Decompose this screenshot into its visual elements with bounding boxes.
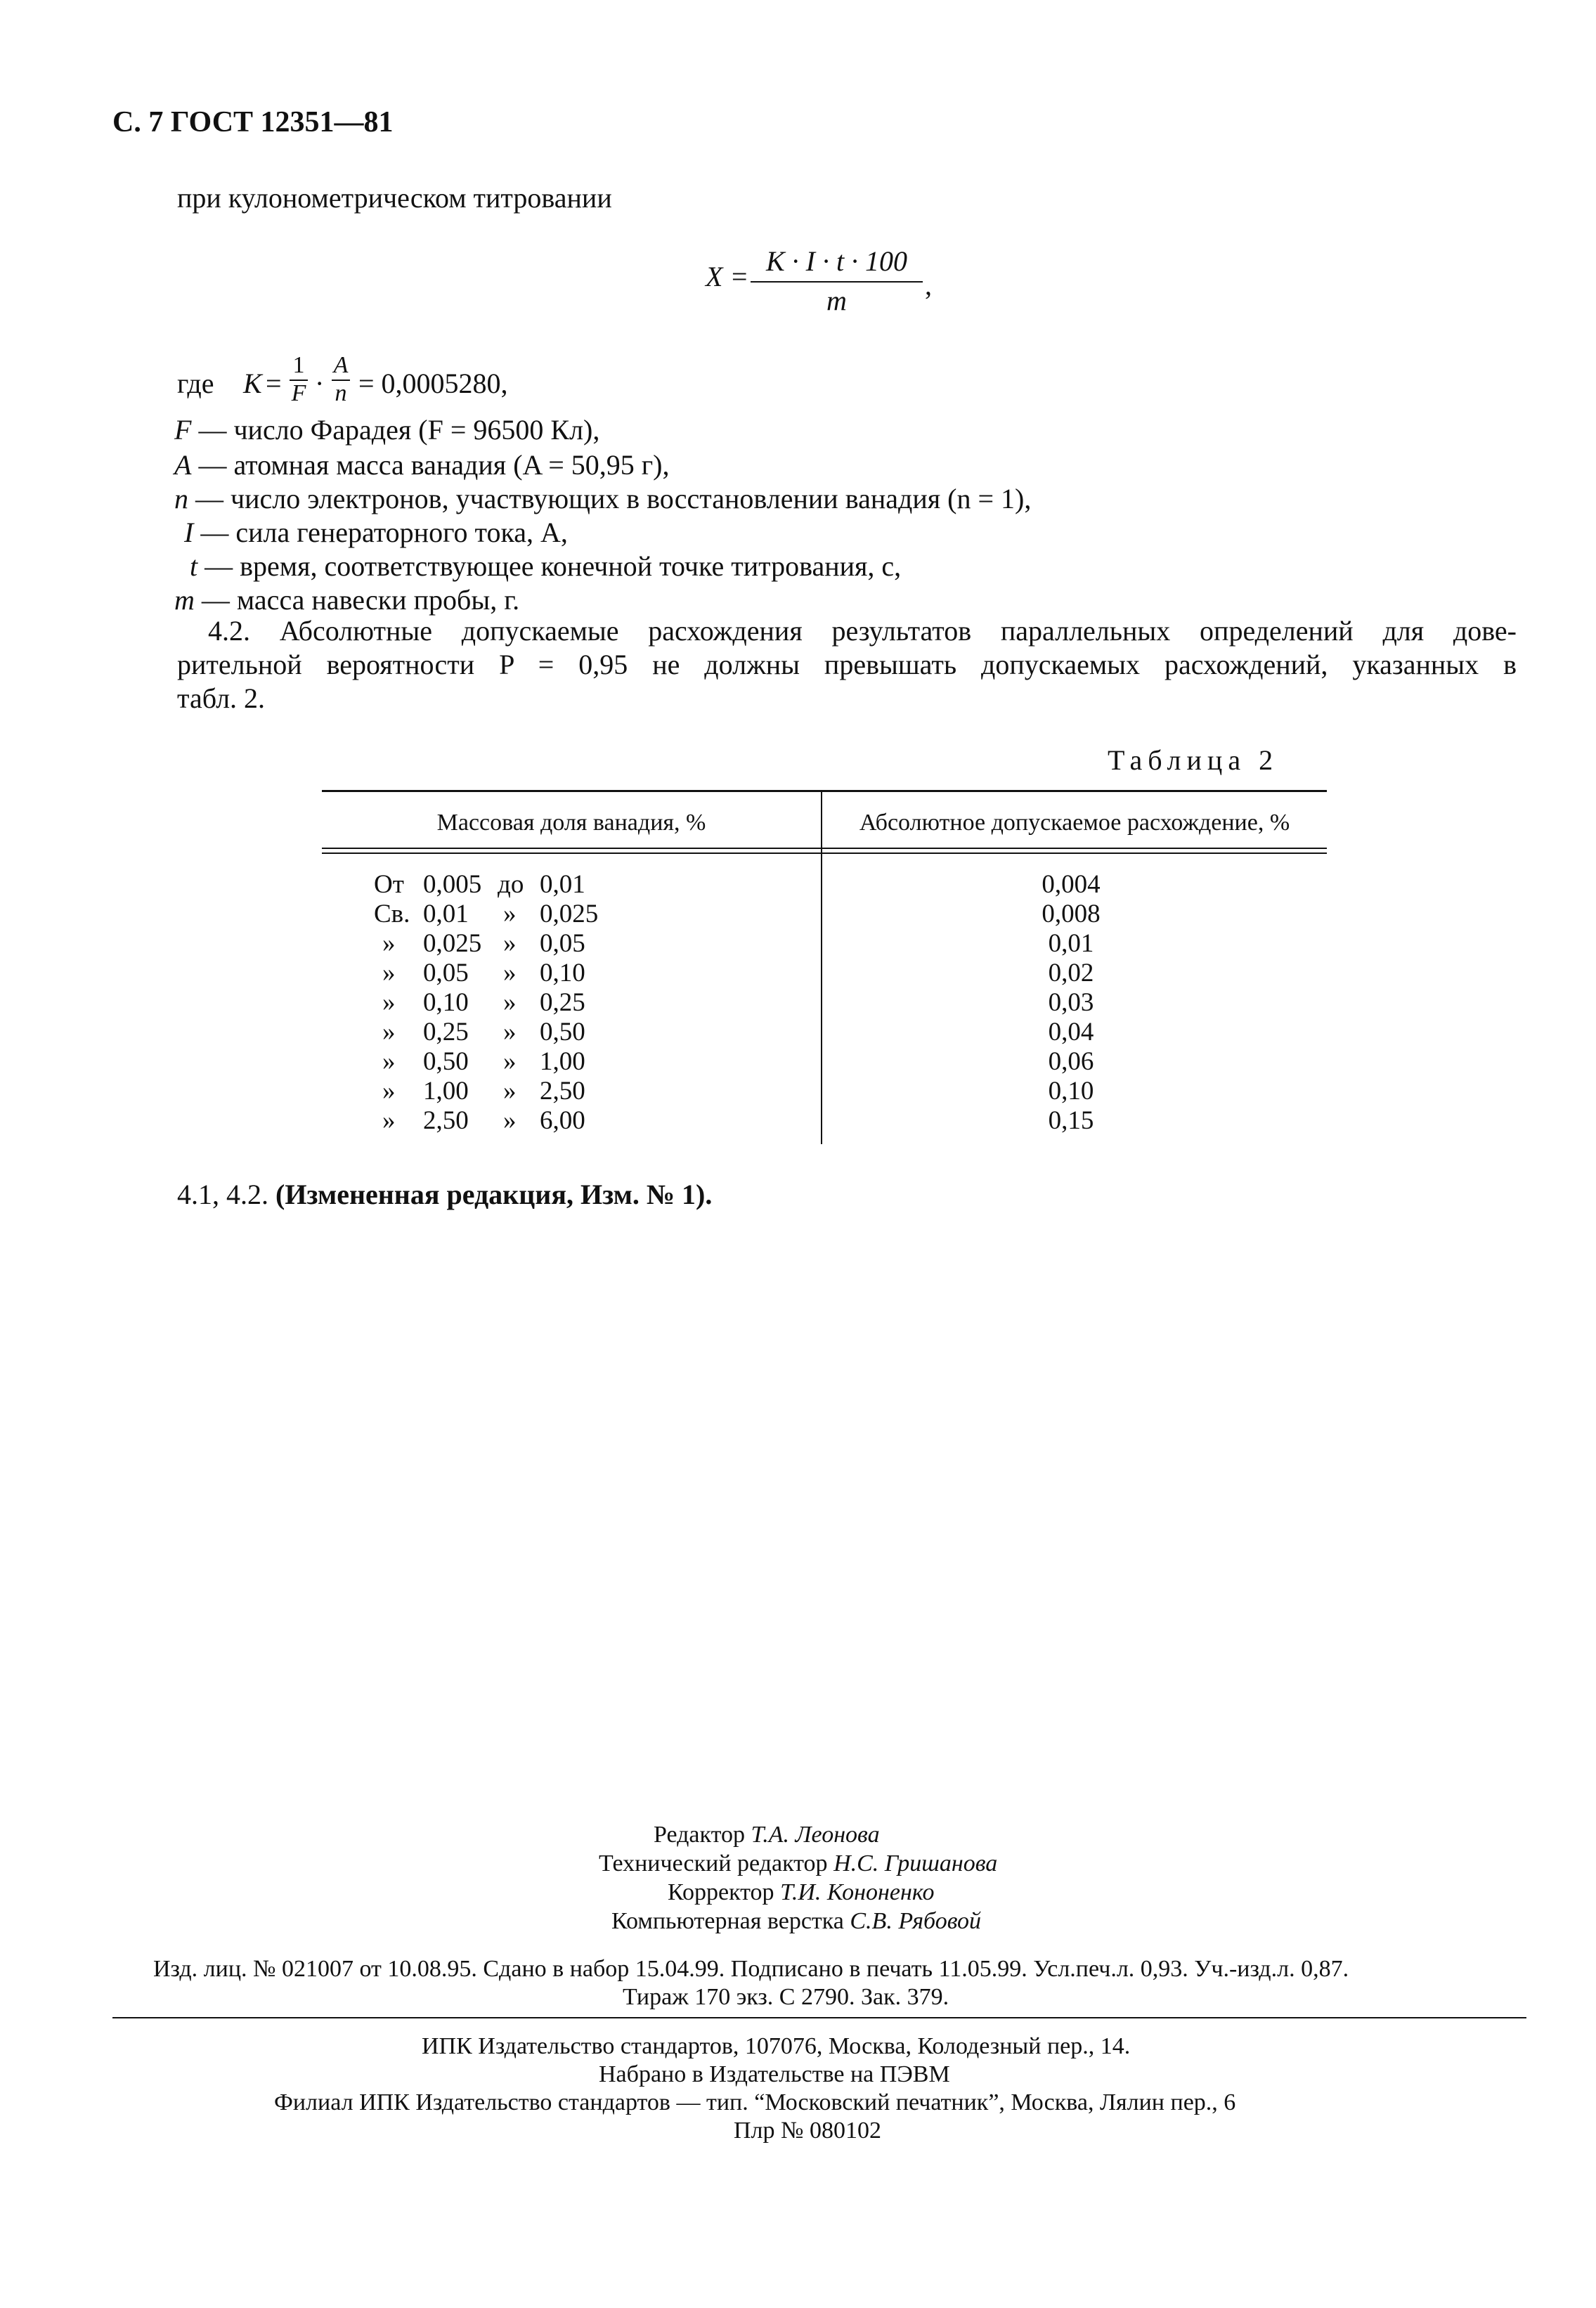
row-upper: 0,25: [540, 988, 585, 1017]
def-text: — масса навески пробы, г.: [194, 584, 520, 616]
row-from: Св.: [374, 900, 410, 928]
row-lower: 2,50: [423, 1106, 469, 1135]
row-lower: 0,01: [423, 900, 469, 928]
k-prefix: где: [177, 368, 214, 399]
credit-role: Компьютерная верстка: [611, 1908, 850, 1934]
row-lower: 0,025: [423, 929, 482, 958]
row-from: От: [374, 870, 404, 899]
def-sym: m: [174, 584, 195, 616]
table-header-rule-2: [322, 852, 1327, 854]
row-value: 0,04: [1048, 1018, 1094, 1046]
row-lower: 0,10: [423, 988, 469, 1017]
row-to: »: [503, 1047, 517, 1076]
def-sym: t: [190, 550, 198, 582]
row-to: »: [503, 1106, 517, 1135]
row-from: »: [382, 929, 396, 958]
amendment-prefix: 4.1, 4.2.: [177, 1179, 275, 1210]
row-to: »: [503, 1018, 517, 1046]
k-value: = 0,0005280,: [358, 368, 508, 399]
row-to: »: [503, 900, 517, 928]
table-header-rule-1: [322, 848, 1327, 849]
formula-fraction-bar: [751, 281, 923, 283]
credit-line: [654, 1820, 880, 1849]
formula-trail: ,: [925, 269, 932, 301]
row-value: 0,06: [1048, 1047, 1094, 1076]
row-lower: 1,00: [423, 1077, 469, 1106]
imprint-line-3: ИПК Издательство стандартов, 107076, Москва, Колодезный пер., 14.: [422, 2033, 1131, 2059]
credit-name: Т.И. Кононенко: [780, 1879, 935, 1905]
table-header-col2: Абсолютное допускаемое расхождение, %: [859, 810, 1290, 836]
k-dot: ·: [315, 368, 325, 399]
row-upper: 0,01: [540, 870, 585, 899]
row-lower: 0,05: [423, 959, 469, 987]
def-item: [190, 550, 901, 583]
row-lower: 0,50: [423, 1047, 469, 1076]
row-from: »: [382, 1077, 396, 1106]
row-value: 0,008: [1042, 900, 1101, 928]
table-column-divider: [821, 790, 822, 1144]
def-text: — число электронов, участвующих в восстановлении ванадия (n = 1),: [188, 483, 1032, 514]
row-upper: 0,025: [540, 900, 599, 928]
k-equals: =: [266, 368, 282, 399]
row-upper: 1,00: [540, 1047, 585, 1076]
row-upper: 0,05: [540, 929, 585, 958]
credit-name: Н.С. Гришанова: [833, 1850, 998, 1876]
table-top-rule: [322, 790, 1327, 792]
formula-numerator: K · I · t · 100: [765, 245, 908, 277]
table-caption: Таблица 2: [1108, 744, 1279, 776]
row-from: »: [382, 959, 396, 987]
def-sym: I: [184, 517, 194, 548]
amendment-bold: (Измененная редакция, Изм. № 1).: [275, 1179, 713, 1210]
row-value: 0,01: [1048, 929, 1094, 958]
def-sym: n: [174, 483, 188, 514]
row-value: 0,03: [1048, 988, 1094, 1017]
row-from: »: [382, 1106, 396, 1135]
row-value: 0,15: [1048, 1106, 1094, 1135]
imprint-line-1: Изд. лиц. № 021007 от 10.08.95. Сдано в набор 15.04.99. Подписано в печать 11.05.99. Усл.печ.л. 0,93. Уч.-изд.л. 0,87.: [153, 1956, 1349, 1982]
credit-role: Корректор: [668, 1879, 781, 1905]
row-upper: 0,50: [540, 1018, 585, 1046]
row-value: 0,02: [1048, 959, 1094, 987]
row-from: »: [382, 1047, 396, 1076]
credit-name: Т.А. Леонова: [751, 1822, 880, 1848]
row-to: »: [503, 988, 517, 1017]
k-denominator-1: F: [291, 380, 306, 406]
row-lower: 0,25: [423, 1018, 469, 1046]
row-to: до: [498, 870, 524, 899]
def-text: — атомная масса ванадия (A = 50,95 г),: [191, 449, 670, 481]
row-upper: 6,00: [540, 1106, 585, 1135]
credit-name: С.В. Рябовой: [850, 1908, 982, 1934]
row-upper: 2,50: [540, 1077, 585, 1106]
row-upper: 0,10: [540, 959, 585, 987]
credit-line: [611, 1907, 981, 1936]
imprint-divider: [112, 2017, 1526, 2018]
credit-line: [599, 1849, 997, 1878]
k-symbol: K: [243, 368, 262, 399]
imprint-line-6: Плр № 080102: [734, 2118, 881, 2144]
formula-denominator: m: [826, 285, 847, 316]
credit-role: Технический редактор: [599, 1850, 834, 1876]
row-value: 0,004: [1042, 870, 1101, 899]
row-to: »: [503, 1077, 517, 1106]
credit-role: Редактор: [654, 1822, 751, 1848]
row-lower: 0,005: [423, 870, 482, 899]
def-item: [184, 516, 568, 550]
def-sym: F: [174, 414, 192, 446]
def-text: — число Фарадея (F = 96500 Кл),: [191, 414, 600, 446]
row-value: 0,10: [1048, 1077, 1094, 1106]
def-text: — время, соответствующее конечной точке титрования, с,: [197, 550, 902, 582]
page-header: С. 7 ГОСТ 12351—81: [112, 106, 394, 138]
def-text: — сила генераторного тока, А,: [193, 517, 568, 548]
imprint-line-5: Филиал ИПК Издательство стандартов — тип. “Московский печатник”, Москва, Лялин пер., 6: [274, 2089, 1236, 2115]
row-from: »: [382, 988, 396, 1017]
imprint-line-4: Набрано в Издательстве на ПЭВМ: [599, 2061, 950, 2087]
k-denominator-2: n: [335, 380, 347, 406]
def-item: [174, 583, 519, 617]
intro-text: при кулонометрическом титровании: [177, 182, 612, 214]
row-to: »: [503, 959, 517, 987]
credit-line: [668, 1878, 934, 1907]
def-item: [174, 413, 599, 447]
def-sym: A: [174, 449, 192, 481]
paragraph-line-2: рительной вероятности P = 0,95 не должны превышать допускаемых расхождений, указанных в: [177, 649, 1517, 680]
formula-lhs: X =: [706, 261, 749, 292]
def-item: [174, 482, 1031, 516]
amendment-note: [177, 1178, 712, 1212]
row-from: »: [382, 1018, 396, 1046]
k-numerator-1: 1: [292, 352, 305, 378]
paragraph-line-3: табл. 2.: [177, 682, 266, 714]
row-to: »: [503, 929, 517, 958]
paragraph-line-1: 4.2. Абсолютные допускаемые расхождения результатов параллельных определений для дове-: [208, 615, 1517, 647]
k-numerator-2: A: [333, 352, 349, 378]
imprint-line-2: Тираж 170 экз. С 2790. Зак. 379.: [623, 1984, 949, 2010]
def-item: [174, 448, 669, 482]
table-header-col1: Массовая доля ванадия, %: [436, 810, 706, 836]
